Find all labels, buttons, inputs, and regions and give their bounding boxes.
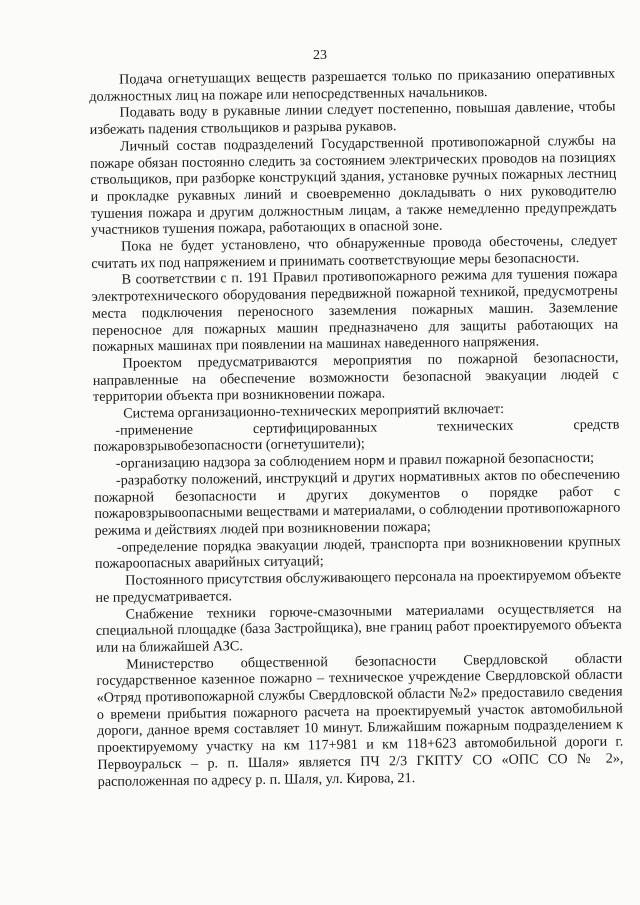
- paragraph-water-supply: Подавать воду в рукавные линии следует постепенно, повышая давление, чтобы избежать падения ствольщиков и разрыва рукавов.: [89, 98, 616, 139]
- list-item: -применение сертифицированных технических средств пожаровзрывобезопасности (огнетушители);: [93, 416, 620, 456]
- paragraph-fuel-supply: Снабжение техники горюче-смазочными материалами осуществляется на специальной площадке (база Застройщика), вне границ работ проектируемого объекта или на ближайшей АЗС.: [95, 600, 622, 656]
- list-item: -организацию надзора за соблюдением норм и правил пожарной безопасности;: [115, 450, 595, 472]
- page-number: 23: [313, 48, 327, 63]
- paragraph-grounding: В соответствии с п. 191 Правил противопожарного режима для тушения пожара электротехнического оборудования передвижной пожарной техникой, предусмотрены места подключения переносного заземления пожарных машин. Заземление переносное для пожарных машин предназначено для защиты работающих на пожарных машинах при появлении на машинах наведенного напряжения.: [91, 265, 619, 356]
- paragraph-extinguishing-agents: Подача огнетушащих веществ разрешается только по приказанию оперативных должностных лиц на пожаре или непосредственных начальников.: [89, 65, 616, 105]
- document-body: [89, 66, 624, 791]
- list-item: -определение порядка эвакуации людей, транспорта при возникновении крупных пожароопасных аварийных ситуаций;: [94, 533, 621, 573]
- paragraph-personnel: Постоянного присутствия обслуживающего персонала на проектируемом объекте не предусматривается.: [95, 566, 622, 606]
- paragraph-fire-station: Министерство общественной безопасности Свердловской области государственное казенное пожарно – техническое учреждение Свердловской области «Отряд противопожарной службы Свердловской области №2» предоставило сведения о времени прибытия пожарного расчета на проектируемый участок автомобильной дороги, данное время составляет 10 минут. Ближайшим пожарным подразделением к проектируемому участку на км 117+981 и км 118+623 автомобильной дороги г. Первоуральск – р. п. Шаля» является ПЧ 2/3 ГКПТУ СО «ОПС СО № 2», расположенная по адресу р. п. Шаля, ул. Кирова, 21.: [96, 650, 624, 790]
- list-item: -разработку положений, инструкций и других нормативных актов по обеспечению пожарной безопасности и других документов о порядке работ с пожаровзрывоопасными веществами и материалами, о соблюдении противопожарного режима и действиях людей при возникновении пожара;: [94, 466, 621, 539]
- paragraph-wires-under-voltage: Пока не будет установлено, что обнаруженные провода обесточены, следует считать их под напряжением и принимать соответствующие меры безопасности.: [91, 232, 618, 272]
- paragraph-project-measures: Проектом предусматриваются мероприятия по пожарной безопасности, направленные на обеспечение возможности безопасной эвакуации людей с территории объекта при возникновении пожара.: [92, 349, 619, 406]
- paragraph-system-intro: Система организационно-технических мероприятий включает:: [123, 401, 505, 422]
- paragraph-electrical-wires: Личный состав подразделений Государственной противопожарной службы на пожаре обязан постоянно следить за состоянием электрических проводов на позициях ствольщиков, при разборке конструкций здания, установке ручных пожарных лестниц и прокладке рукавных линий и своевременно докладывать о них руководителю тушения пожара и другим должностным лицам, а также немедленно предупреждать участников тушения пожара, работающих в опасной зоне.: [90, 132, 617, 239]
